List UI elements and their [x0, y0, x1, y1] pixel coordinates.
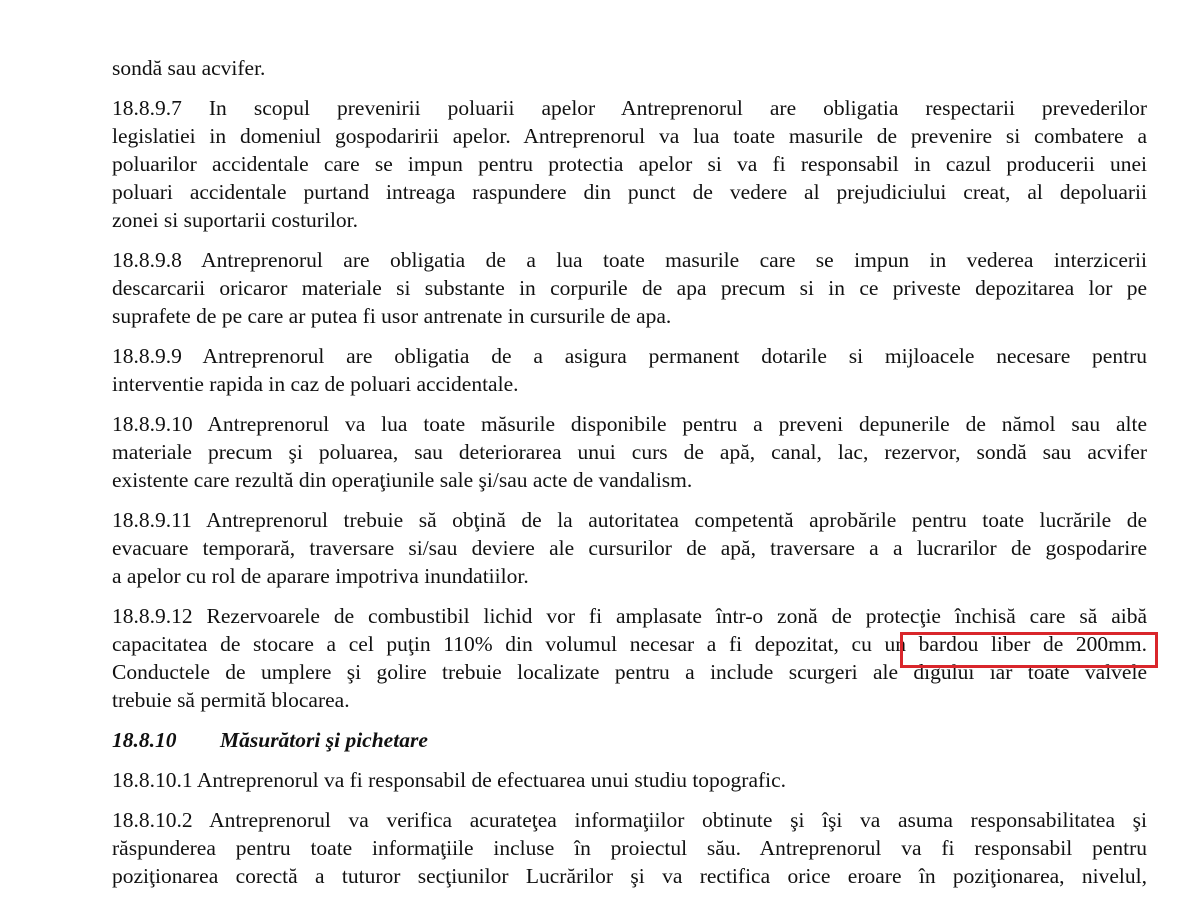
text-line: descarcarii oricaror materiale si substante in corpurile de apa precum si in ce priveste depozitarea lor pe [112, 276, 1147, 300]
text-line: 18.8.9.11 Antreprenorul trebuie să obţină de la autoritatea competentă aprobările pentru toate lucrările de [112, 508, 1147, 532]
text-line: 18.8.9.10 Antreprenorul va lua toate măsurile disponibile pentru a preveni depunerile de nămol sau alte [112, 412, 1147, 436]
text-line: 18.8.9.9 Antreprenorul are obligatia de a asigura permanent dotarile si mijloacele necesare pentru [112, 344, 1147, 368]
text-line: zonei si suportarii costurilor. [112, 208, 359, 232]
text-line: poziţionarea corectă a tuturor secţiunilor Lucrărilor şi va rectifica orice eroare în poziţionarea, nivelul, [112, 864, 1147, 888]
section-heading-number: 18.8.10 [112, 728, 177, 752]
text-line: 18.8.10.1 Antreprenorul va fi responsabil de efectuarea unui studiu topografic. [112, 768, 787, 792]
paragraph-gap [112, 590, 1147, 602]
paragraph-gap [112, 714, 1147, 726]
section-heading [112, 726, 1147, 754]
paragraph-gap [112, 330, 1147, 342]
text-line: capacitatea de stocare a cel puţin 110% din volumul necesar a fi depozitat, cu un bardou liber de 200mm. [112, 632, 1147, 656]
text-line: trebuie să permită blocarea. [112, 688, 350, 712]
text-line: interventie rapida in caz de poluari accidentale. [112, 372, 519, 396]
paragraph-gap [112, 398, 1147, 410]
text-line: evacuare temporară, traversare si/sau deviere ale cursurilor de apă, traversare a a lucrarilor de gospodarire [112, 536, 1147, 560]
text-line: a apelor cu rol de aparare impotriva inundatiilor. [112, 564, 529, 588]
text-line: 18.8.9.7 In scopul prevenirii poluarii apelor Antreprenorul are obligatia respectarii prevederilor [112, 96, 1147, 120]
paragraph-gap [112, 82, 1147, 94]
text-line: legislatiei in domeniul gospodaririi apelor. Antreprenorul va lua toate masurile de prevenire si combatere a [112, 124, 1147, 148]
text-line: răspunderea pentru toate informaţiile incluse în proiectul său. Antreprenorul va fi responsabil pentru [112, 836, 1147, 860]
text-line: suprafete de pe care ar putea fi usor antrenate in cursurile de apa. [112, 304, 672, 328]
text-line: poluari accidentale purtand intreaga raspundere din punct de vedere al prejudiciului creat, al depoluarii [112, 180, 1147, 204]
text-line: 18.8.9.12 Rezervoarele de combustibil lichid vor fi amplasate într-o zonă de protecţie închisă care să aibă [112, 604, 1147, 628]
text-line: poluarilor accidentale care se impun pentru protectia apelor si va fi responsabil in cazul producerii unei [112, 152, 1147, 176]
text-line: Conductele de umplere şi golire trebuie localizate pentru a include scurgeri ale digului iar toate valvele [112, 660, 1147, 684]
text-line: existente care rezultă din operaţiunile sale şi/sau acte de vandalism. [112, 468, 693, 492]
text-line: 18.8.9.8 Antreprenorul are obligatia de a lua toate masurile care se impun in vederea interzicerii [112, 248, 1147, 272]
text-line: 18.8.10.2 Antreprenorul va verifica acurateţea informaţiilor obtinute şi îşi va asuma responsabilitatea şi [112, 808, 1147, 832]
paragraph-gap [112, 234, 1147, 246]
paragraph-gap [112, 494, 1147, 506]
section-heading-title: Măsurători şi pichetare [220, 728, 428, 752]
paragraph-gap [112, 794, 1147, 806]
paragraph-gap [112, 754, 1147, 766]
text-line: materiale precum şi poluarea, sau deteriorarea unui curs de apă, canal, lac, rezervor, sondă sau acvifer [112, 440, 1147, 464]
text-line: sondă sau acvifer. [112, 56, 266, 80]
document-page [112, 54, 1147, 890]
